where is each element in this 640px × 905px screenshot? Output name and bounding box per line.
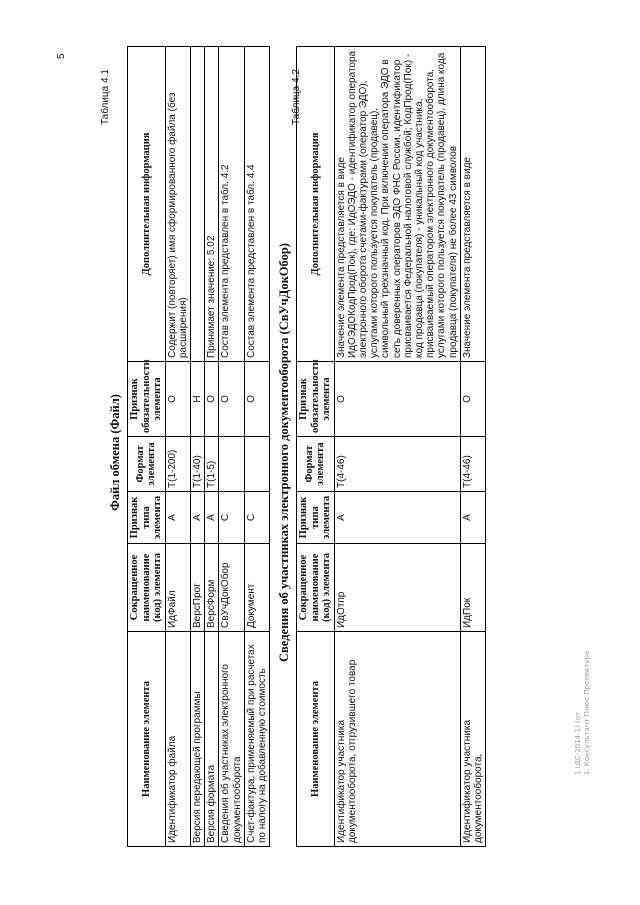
participants-table — [296, 46, 486, 847]
element-format: Т(4-46) — [334, 437, 460, 492]
element-info: Содержит (повторяет) имя сформированного файла (без расширения) — [165, 47, 190, 362]
table-title: Файл обмена (Файл) — [108, 394, 122, 511]
element-type: А — [191, 492, 205, 544]
element-code: ИдФайл — [165, 544, 190, 632]
table-row — [244, 47, 269, 847]
element-info: Значение элемента представляется в виде ИдОЭДОКодПрод(Пок), где: ИдОЭДО - идентификатор оператора электронного оборота счетами-фактурами (оператор ЭДО), услугами которого пользуется покупатель (продавец), символьный трехзначный код. При включении оператора ЭДО в сеть доверенных операторов ЭДО ФНС России, идентификатор присваивается Федеральной налоговой службой; КодПрод(Пок) - код продавца (покупателя) - уникальный код участника, присваиваемый оператором электронного документооборота, услугами которого пользуется покупатель (продавец), длина кода продавца (покупателя) не более 43 символов — [334, 47, 460, 362]
stamp-line: 1. Консультант Плюс Пролектура — [582, 650, 591, 775]
element-name: Версия передающей программы — [191, 632, 205, 847]
element-info: Состав элемента представлен в табл. 4.4 — [244, 47, 269, 362]
column-header: Наименование элемента — [128, 632, 166, 847]
element-code: Документ — [244, 544, 269, 632]
column-header: Признак типа элемента — [128, 492, 166, 544]
table-header-row — [128, 47, 166, 847]
element-code: ВерсФорм — [205, 544, 219, 632]
element-info: Состав элемента представлен в табл. 4.2 — [219, 47, 244, 362]
table-row — [219, 47, 244, 847]
table-row — [191, 47, 205, 847]
element-type: А — [205, 492, 219, 544]
column-header: Признак типа элемента — [297, 492, 335, 544]
element-name: Версия формата — [205, 632, 219, 847]
column-header: Сокращенное наименование (код) элемента — [297, 544, 335, 632]
element-format: Т(1-5) — [205, 437, 219, 492]
element-name: Идентификатор участника документооборота, — [460, 632, 485, 847]
element-format — [244, 437, 269, 492]
table-header-row — [297, 47, 335, 847]
column-header: Формат элемента — [128, 437, 166, 492]
element-type: А — [165, 492, 190, 544]
element-name: Идентификатор файла — [165, 632, 190, 847]
table-label: Таблица 4.1 — [100, 69, 111, 125]
element-type: А — [334, 492, 460, 544]
element-type: А — [460, 492, 485, 544]
element-type: С — [244, 492, 269, 544]
table-row — [460, 47, 485, 847]
table-row — [334, 47, 460, 847]
table-row — [205, 47, 219, 847]
table-row — [165, 47, 190, 847]
column-header: Признак обязательности элемента — [297, 362, 335, 437]
element-required: О — [219, 362, 244, 437]
element-required: О — [460, 362, 485, 437]
element-required: О — [165, 362, 190, 437]
document-stamp — [574, 651, 592, 775]
column-header: Дополнительная информация — [128, 47, 166, 362]
column-header: Сокращенное наименование (код) элемента — [128, 544, 166, 632]
element-name: Сведения об участниках электронного документооборота — [219, 632, 244, 847]
element-code: ИдПок — [460, 544, 485, 632]
element-format: Т(1-40) — [191, 437, 205, 492]
element-code: СвУчДокОбор — [219, 544, 244, 632]
table-label: Таблица 4.2 — [291, 69, 302, 125]
stamp-line: 1 (ДС-2014-1) (от — [574, 711, 582, 775]
column-header: Дополнительная информация — [297, 47, 335, 362]
page-number: 5 — [56, 53, 67, 59]
element-code: ВерсПрог — [191, 544, 205, 632]
element-format — [219, 437, 244, 492]
exchange-file-table — [127, 46, 270, 847]
table-title: Сведения об участниках электронного документооборота (СвУчДокОбор) — [277, 243, 291, 662]
element-format: Т(4-46) — [460, 437, 485, 492]
element-name: Идентификатор участника документооборота, отгрузившего товар — [334, 632, 460, 847]
element-info: Принимает значение: 5.02 — [205, 47, 219, 362]
element-info — [191, 47, 205, 362]
column-header: Формат элемента — [297, 437, 335, 492]
element-required: О — [205, 362, 219, 437]
element-required: О — [334, 362, 460, 437]
column-header: Наименование элемента — [297, 632, 335, 847]
element-format: Т(1-200) — [165, 437, 190, 492]
element-required: Н — [191, 362, 205, 437]
element-info: Значение элемента представляется в виде — [460, 47, 485, 362]
element-required: О — [244, 362, 269, 437]
element-type: С — [219, 492, 244, 544]
element-code: ИдОтпр — [334, 544, 460, 632]
column-header: Признак обязательности элемента — [128, 362, 166, 437]
element-name: Счет-фактура, применяемый при расчетах по налогу на добавленную стоимость — [244, 632, 269, 847]
